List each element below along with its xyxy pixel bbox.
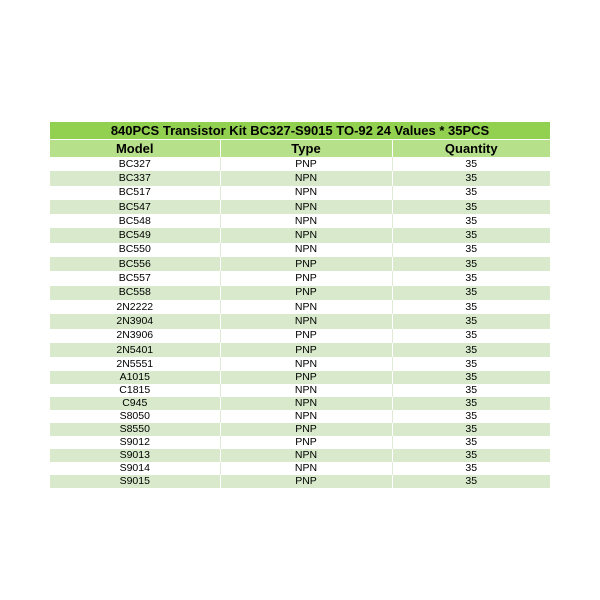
cell-quantity: 35	[392, 384, 550, 397]
cell-type: NPN	[220, 397, 392, 410]
cell-quantity: 35	[392, 157, 550, 171]
cell-model: C945	[50, 397, 220, 410]
cell-type: NPN	[220, 214, 392, 228]
cell-type: NPN	[220, 357, 392, 371]
cell-quantity: 35	[392, 423, 550, 436]
table-row	[50, 257, 550, 271]
cell-type: NPN	[220, 243, 392, 257]
table-row	[50, 171, 550, 185]
cell-type: PNP	[220, 475, 392, 488]
cell-quantity: 35	[392, 397, 550, 410]
table-row	[50, 357, 550, 371]
cell-model: BC557	[50, 271, 220, 285]
cell-quantity: 35	[392, 200, 550, 214]
cell-quantity: 35	[392, 371, 550, 384]
table-row	[50, 157, 550, 171]
table-row	[50, 200, 550, 214]
cell-type: NPN	[220, 300, 392, 314]
cell-model: 2N3904	[50, 314, 220, 328]
column-header-type: Type	[220, 140, 392, 158]
cell-model: S9012	[50, 436, 220, 449]
cell-model: S9013	[50, 449, 220, 462]
table-row	[50, 329, 550, 343]
cell-quantity: 35	[392, 329, 550, 343]
cell-type: NPN	[220, 449, 392, 462]
table-row	[50, 475, 550, 488]
table-row	[50, 214, 550, 228]
column-header-quantity: Quantity	[392, 140, 550, 158]
cell-model: BC517	[50, 186, 220, 200]
cell-quantity: 35	[392, 343, 550, 357]
column-header-model: Model	[50, 140, 220, 158]
cell-type: NPN	[220, 228, 392, 242]
cell-model: 2N5401	[50, 343, 220, 357]
cell-type: PNP	[220, 329, 392, 343]
cell-quantity: 35	[392, 357, 550, 371]
cell-model: S9014	[50, 462, 220, 475]
cell-quantity: 35	[392, 475, 550, 488]
cell-quantity: 35	[392, 286, 550, 300]
cell-model: BC547	[50, 200, 220, 214]
table-row	[50, 449, 550, 462]
cell-type: NPN	[220, 186, 392, 200]
table-row	[50, 423, 550, 436]
cell-quantity: 35	[392, 436, 550, 449]
table-row	[50, 186, 550, 200]
table-row	[50, 462, 550, 475]
cell-quantity: 35	[392, 214, 550, 228]
cell-type: NPN	[220, 314, 392, 328]
cell-model: 2N3906	[50, 329, 220, 343]
cell-type: PNP	[220, 257, 392, 271]
cell-quantity: 35	[392, 171, 550, 185]
table-row	[50, 314, 550, 328]
cell-model: BC337	[50, 171, 220, 185]
cell-model: C1815	[50, 384, 220, 397]
cell-type: PNP	[220, 371, 392, 384]
cell-model: 2N2222	[50, 300, 220, 314]
cell-model: BC558	[50, 286, 220, 300]
cell-model: BC327	[50, 157, 220, 171]
table-row	[50, 228, 550, 242]
cell-quantity: 35	[392, 314, 550, 328]
cell-quantity: 35	[392, 300, 550, 314]
cell-quantity: 35	[392, 257, 550, 271]
cell-quantity: 35	[392, 410, 550, 423]
cell-type: PNP	[220, 343, 392, 357]
cell-quantity: 35	[392, 271, 550, 285]
table-title-row	[50, 122, 550, 140]
cell-model: BC556	[50, 257, 220, 271]
table-row	[50, 371, 550, 384]
cell-type: PNP	[220, 436, 392, 449]
cell-model: 2N5551	[50, 357, 220, 371]
table-row	[50, 300, 550, 314]
cell-quantity: 35	[392, 462, 550, 475]
cell-type: PNP	[220, 157, 392, 171]
cell-model: S9015	[50, 475, 220, 488]
cell-type: PNP	[220, 423, 392, 436]
table-row	[50, 343, 550, 357]
cell-model: BC548	[50, 214, 220, 228]
cell-type: NPN	[220, 171, 392, 185]
cell-quantity: 35	[392, 243, 550, 257]
cell-model: BC550	[50, 243, 220, 257]
table-row	[50, 271, 550, 285]
cell-model: BC549	[50, 228, 220, 242]
table-row	[50, 286, 550, 300]
table-title: 840PCS Transistor Kit BC327-S9015 TO-92 24 Values * 35PCS	[50, 122, 550, 140]
table-row	[50, 384, 550, 397]
cell-type: PNP	[220, 271, 392, 285]
cell-model: S8550	[50, 423, 220, 436]
cell-type: NPN	[220, 410, 392, 423]
table-row	[50, 397, 550, 410]
cell-type: NPN	[220, 384, 392, 397]
transistor-kit-table	[50, 122, 550, 488]
table-row	[50, 243, 550, 257]
cell-type: PNP	[220, 286, 392, 300]
cell-quantity: 35	[392, 449, 550, 462]
table-row	[50, 436, 550, 449]
cell-quantity: 35	[392, 228, 550, 242]
cell-model: S8050	[50, 410, 220, 423]
table-body	[50, 157, 550, 488]
transistor-kit-table-container	[50, 122, 550, 488]
cell-type: NPN	[220, 200, 392, 214]
table-row	[50, 410, 550, 423]
table-header-row	[50, 140, 550, 158]
cell-type: NPN	[220, 462, 392, 475]
cell-model: A1015	[50, 371, 220, 384]
cell-quantity: 35	[392, 186, 550, 200]
